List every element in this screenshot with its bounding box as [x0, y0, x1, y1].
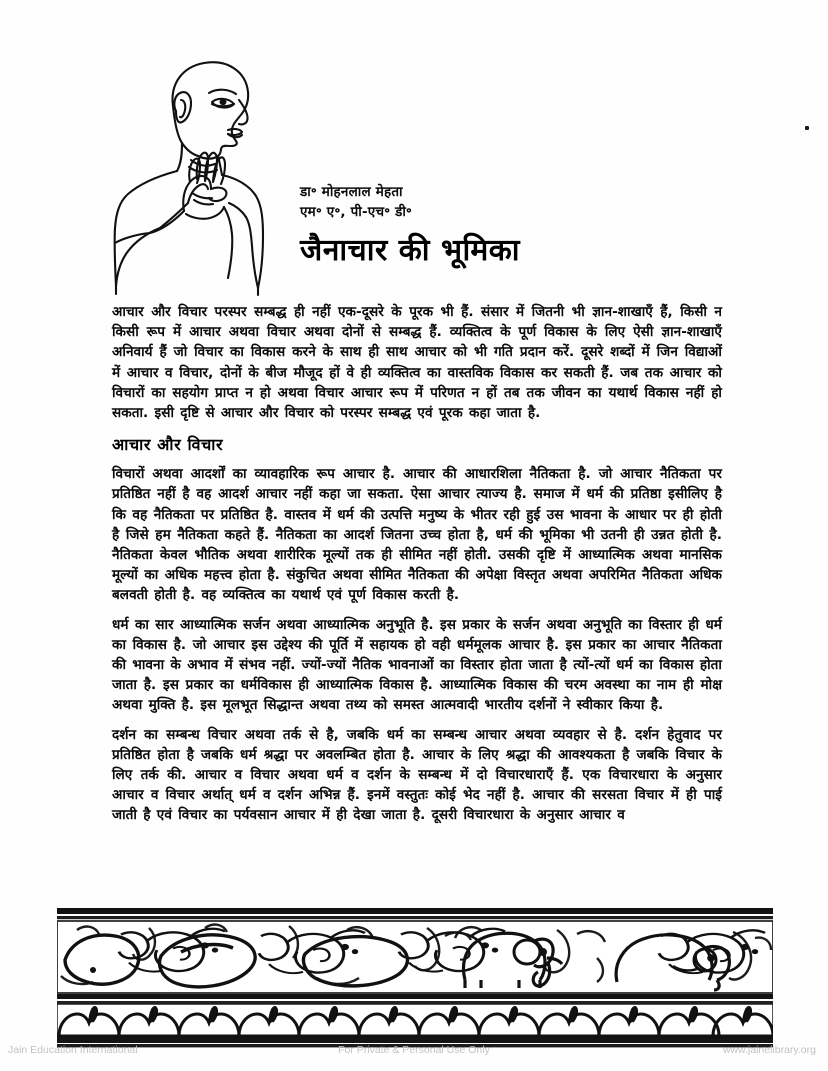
page-title: जैनाचार की भूमिका	[300, 233, 521, 268]
jain-monk-illustration	[112, 48, 297, 298]
author-degrees: एम॰ ए॰, पी-एच॰ डी॰	[300, 204, 412, 220]
article-body	[112, 302, 722, 835]
footer-organization: Jain Education International	[8, 1044, 138, 1056]
footer-usage-notice: For Private & Personal Use Only	[338, 1044, 490, 1056]
title-block	[300, 182, 730, 270]
section-heading-achar-aur-vichar: आचार और विचार	[112, 435, 224, 455]
paragraph-achar-vichar-1: विचारों अथवा आदर्शों का व्यावहारिक रूप आचार है. आचार की आधारशिला नैतिकता है. जो आचार नैतिकता पर प्रतिष्ठित नहीं है वह आदर्श आचार नहीं कहा जा सकता. ऐसा आचार त्याज्य है. समाज में धर्म की प्रतिष्ठा इसीलिए है कि वह नैतिकता पर प्रतिष्ठित है. वास्तव में धर्म की उत्पत्ति मनुष्य के भीतर रही हुई उस भावना के आधार पर ही होती है जिसे हम नैतिकता कहते हैं. नैतिकता का आदर्श जितना उच्च होता है, धर्म की भूमिका भी उतनी ही उन्नत होती है. नैतिकता केवल भौतिक अथवा शारीरिक मूल्यों तक ही सीमित नहीं होती. उसकी दृष्टि में आध्यात्मिक अथवा मानसिक मूल्यों का अधिक महत्त्व होता है. संकुचित अथवा सीमित नैतिकता की अपेक्षा विस्तृत अथवा अपरिमित नैतिकता अधिक बलवती होती है. वह व्यक्तित्व का यथार्थ एवं पूर्ण विकास करती है.	[112, 466, 722, 604]
author-name: डा॰ मोहनलाल मेहता	[300, 184, 403, 200]
paragraph-intro: आचार और विचार परस्पर सम्बद्ध ही नहीं एक-दूसरे के पूरक भी हैं. संसार में जितनी भी ज्ञान-शाखाएँ हैं, किसी न किसी रूप में आचार अथवा विचार अथवा दोनों से सम्बद्ध हैं. व्यक्तित्व के पूर्ण विकास के लिए ऐसी ज्ञान-शाखाएँ अनिवार्य हैं जो विचार का विकास करने के साथ ही साथ आचार को भी गति प्रदान करें. दूसरे शब्दों में जिन विद्याओं में आचार व विचार, दोनों के बीज मौजूद हों वे ही व्यक्तित्व का वास्तविक विकास कर सकती हैं. जब तक आचार को विचारों का सहयोग प्राप्त न हो अथवा विचार आचार रूप में परिणत न हों तब तक जीवन का यथार्थ विकास नहीं हो सकता. इसी दृष्टि से आचार और विचार को परस्पर सम्बद्ध एवं पूरक कहा जाता है.	[112, 304, 722, 422]
floral-scroll-border-ornament	[57, 908, 773, 1048]
paragraph-achar-vichar-3: दर्शन का सम्बन्ध विचार अथवा तर्क से है, जबकि धर्म का सम्बन्ध आचार अथवा व्यवहार से है. दर्शन हेतुवाद पर प्रतिष्ठित होता है जबकि धर्म श्रद्धा पर अवलम्बित होता है. आचार के लिए श्रद्धा की आवश्यकता है जबकि विचार के लिए तर्क की. आचार व विचार अथवा धर्म व दर्शन के सम्बन्ध में दो विचारधाराएँ हैं. एक विचारधारा के अनुसार आचार व विचार अर्थात् धर्म व दर्शन अभिन्न हैं. इनमें वस्तुतः कोई भेद नहीं है. आचार की सरसता विचार में ही पाई जाती है एवं विचार का पर्यवसान आचार में ही देखा जाता है. दूसरी विचारधारा के अनुसार आचार व	[112, 726, 722, 824]
page-footer	[0, 1044, 828, 1066]
footer-website-url[interactable]: www.jainelibrary.org	[722, 1044, 816, 1056]
paragraph-achar-vichar-2: धर्म का सार आध्यात्मिक सर्जन अथवा आध्यात्मिक अनुभूति है. इस प्रकार के सर्जन अथवा अनुभूति का विस्तार ही धर्म का विकास है. जो आचार इस उद्देश्य की पूर्ति में सहायक हो वही धर्ममूलक आचार है. इस प्रकार का आचार नैतिकता की भावना के अभाव में संभव नहीं. ज्यों-ज्यों नैतिक भावनाओं का विस्तार होता जाता है त्यों-त्यों धर्म का विकास होता जाता है. इस प्रकार का धर्मविकास ही आध्यात्मिक विकास है. आध्यात्मिक विकास की चरम अवस्था का नाम ही मोक्ष अथवा मुक्ति है. इस मूलभूत सिद्धान्त अथवा तथ्य को समस्त आत्मवादी भारतीय दर्शनों ने स्वीकार किया है.	[112, 616, 723, 714]
ink-speck-artifact	[805, 126, 809, 130]
